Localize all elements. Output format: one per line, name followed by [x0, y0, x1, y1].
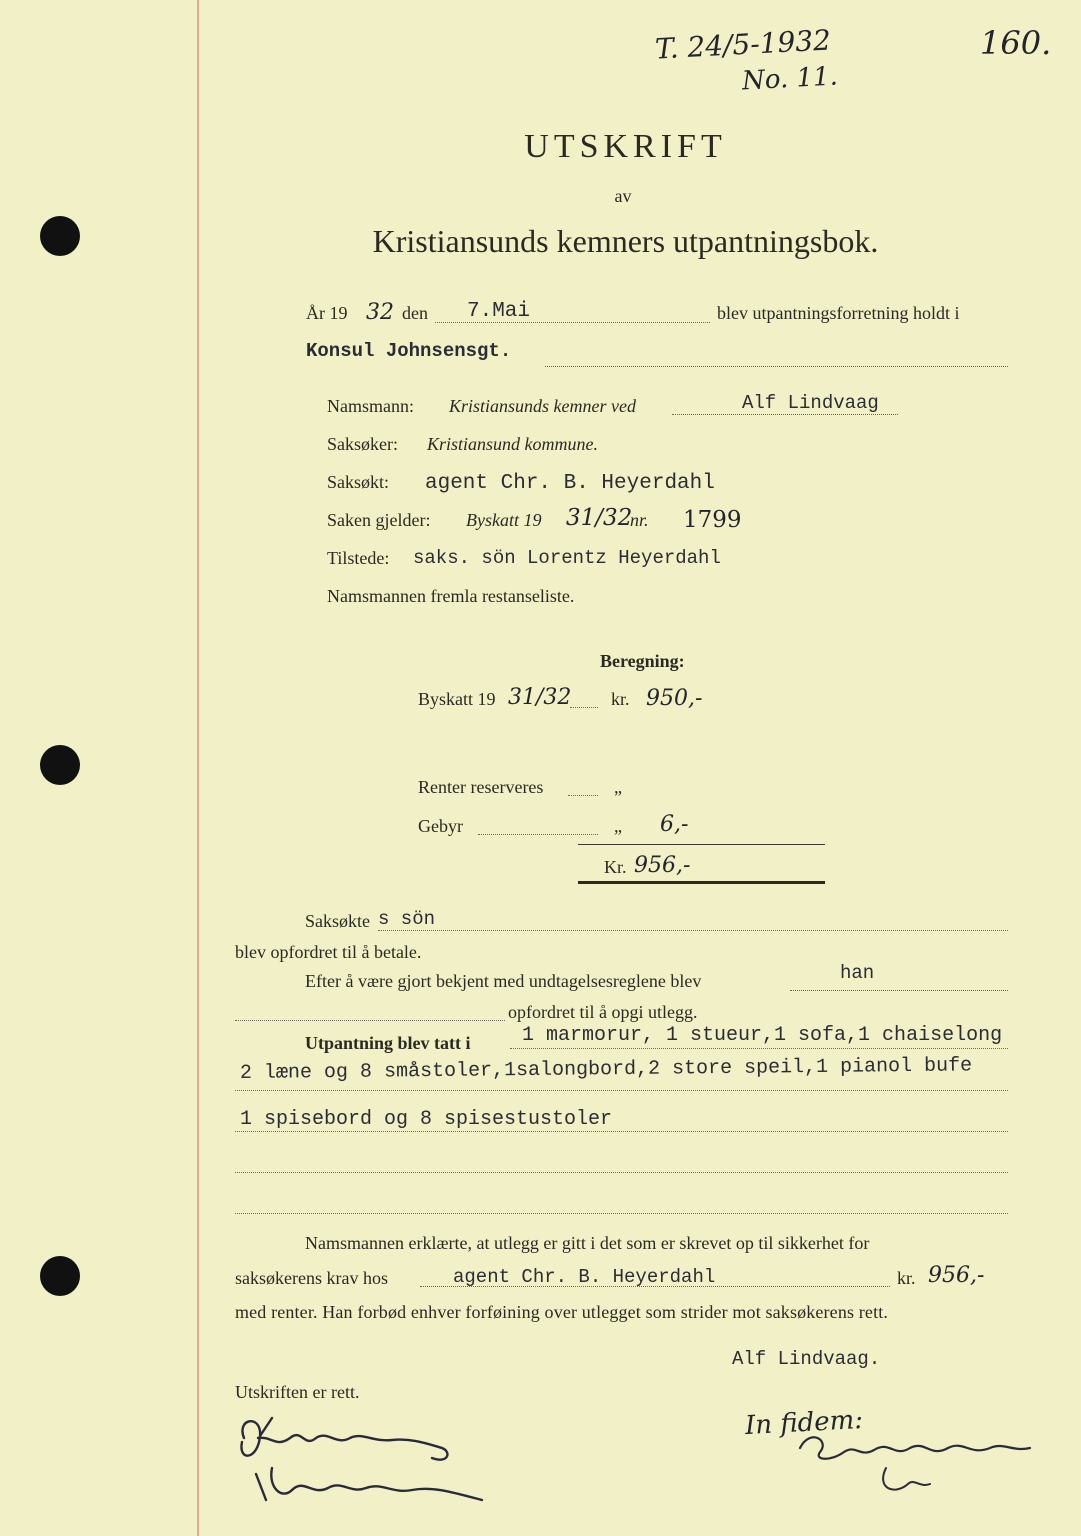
- items-line-3: 1 spisebord og 8 spisestustoler: [240, 1108, 613, 1131]
- items-line-1: 1 marmorur, 1 stueur,1 sofa,1 chaiselong: [522, 1024, 1003, 1047]
- saksokt-label: Saksøkt:: [327, 472, 390, 492]
- saksoktes-value: s sön: [378, 908, 436, 930]
- gebyr-label: Gebyr: [418, 816, 463, 836]
- signature-right: [790, 1418, 1050, 1508]
- items-line-2: 2 læne og 8 småstoler,1salongbord,2 store speil,1 pianol bufe: [239, 1054, 973, 1085]
- sum-rule: [578, 844, 825, 845]
- total-kr: Kr.: [604, 857, 627, 877]
- dotted-line: [378, 930, 1008, 931]
- title-av: av: [614, 186, 632, 206]
- gebyr-amount: 6,-: [660, 812, 689, 837]
- efter-text: Efter å være gjort bekjent med undtagelsesreglene blev: [305, 971, 702, 991]
- renter-ditto: „: [614, 777, 622, 797]
- tilstede-value: saks. sön Lorentz Heyerdahl: [413, 547, 721, 569]
- saksoker-value: Kristiansund kommune.: [427, 434, 598, 454]
- total-amount: 956,-: [634, 853, 691, 878]
- dotted-line: [570, 707, 598, 708]
- date-value: 7.Mai: [467, 300, 531, 323]
- dotted-line: [672, 414, 898, 415]
- dotted-line: [545, 366, 1008, 367]
- byskatt-kr: kr.: [611, 689, 630, 709]
- fidem-note: In fidem:: [744, 1404, 864, 1442]
- saken-year: 31/32: [566, 505, 633, 531]
- held-text: blev utpantningsforretning holdt i: [717, 303, 960, 323]
- dotted-line: [235, 1213, 1008, 1214]
- saksoktes-label: Saksøkte: [305, 911, 370, 931]
- number-note: No. 11.: [741, 61, 839, 97]
- utpantning-label: Utpantning blev tatt i: [305, 1033, 471, 1053]
- beregning-heading: Beregning:: [600, 651, 685, 671]
- saken-nr-value: 1799: [683, 507, 742, 533]
- gebyr-ditto: „: [614, 816, 622, 836]
- krav-kr: kr.: [897, 1268, 916, 1288]
- page-number: 160.: [980, 24, 1052, 62]
- dotted-line: [510, 1048, 1008, 1049]
- krav-label: saksøkerens krav hos: [235, 1268, 388, 1288]
- saksokt-value: agent Chr. B. Heyerdahl: [425, 472, 715, 495]
- byskatt-label: Byskatt 19: [418, 689, 496, 709]
- saken-nr-label: nr.: [630, 510, 649, 530]
- krav-amount: 956,-: [928, 1263, 985, 1288]
- punch-hole: [40, 1256, 80, 1296]
- dotted-line: [568, 795, 598, 796]
- aar-label: År 19: [306, 303, 348, 323]
- saksoker-label: Saksøker:: [327, 434, 398, 454]
- saken-label: Saken gjelder:: [327, 510, 431, 530]
- date-note: T. 24/5-1932: [654, 23, 832, 66]
- punch-hole: [40, 745, 80, 785]
- dotted-line: [235, 1131, 1008, 1132]
- saken-printed: Byskatt 19: [466, 510, 542, 530]
- namsmann-label: Namsmann:: [327, 396, 414, 416]
- dotted-line: [235, 1090, 1008, 1091]
- opgi-text: opfordret til å opgi utlegg.: [508, 1002, 698, 1022]
- namsmann-printed: Kristiansunds kemner ved: [449, 396, 636, 416]
- renter-label: Renter reserveres: [418, 777, 544, 797]
- dotted-line: [478, 834, 598, 835]
- signature-typed: Alf Lindvaag.: [732, 1348, 881, 1370]
- den-label: den: [402, 303, 428, 323]
- dotted-line: [235, 1172, 1008, 1173]
- signature-left: [232, 1408, 512, 1518]
- namsmann-value: Alf Lindvaag: [742, 392, 879, 414]
- dotted-line: [235, 1020, 505, 1021]
- document-title: UTSKRIFT: [524, 128, 727, 165]
- renter-text: med renter. Han forbød enhver forføining over utlegget som strider mot saksøkerens rett.: [235, 1302, 889, 1322]
- restanse-text: Namsmannen fremla restanseliste.: [327, 586, 575, 606]
- document-subtitle: Kristiansunds kemners utpantningsbok.: [372, 223, 879, 259]
- byskatt-amount: 950,-: [646, 686, 703, 711]
- place-value: Konsul Johnsensgt.: [306, 340, 512, 362]
- dotted-line: [435, 322, 710, 323]
- efter-value: han: [840, 962, 875, 984]
- total-rule: [578, 881, 825, 884]
- opfordret-betale: blev opfordret til å betale.: [235, 942, 422, 962]
- aar-value: 32: [366, 300, 394, 325]
- erklaerte-text: Namsmannen erklærte, at utlegg er gitt i det som er skrevet op til sikkerhet for: [305, 1233, 870, 1253]
- krav-value: agent Chr. B. Heyerdahl: [453, 1266, 716, 1288]
- utskrift-text: Utskriften er rett.: [235, 1382, 360, 1402]
- byskatt-year: 31/32: [508, 685, 572, 710]
- tilstede-label: Tilstede:: [327, 548, 390, 568]
- dotted-line: [790, 990, 1008, 991]
